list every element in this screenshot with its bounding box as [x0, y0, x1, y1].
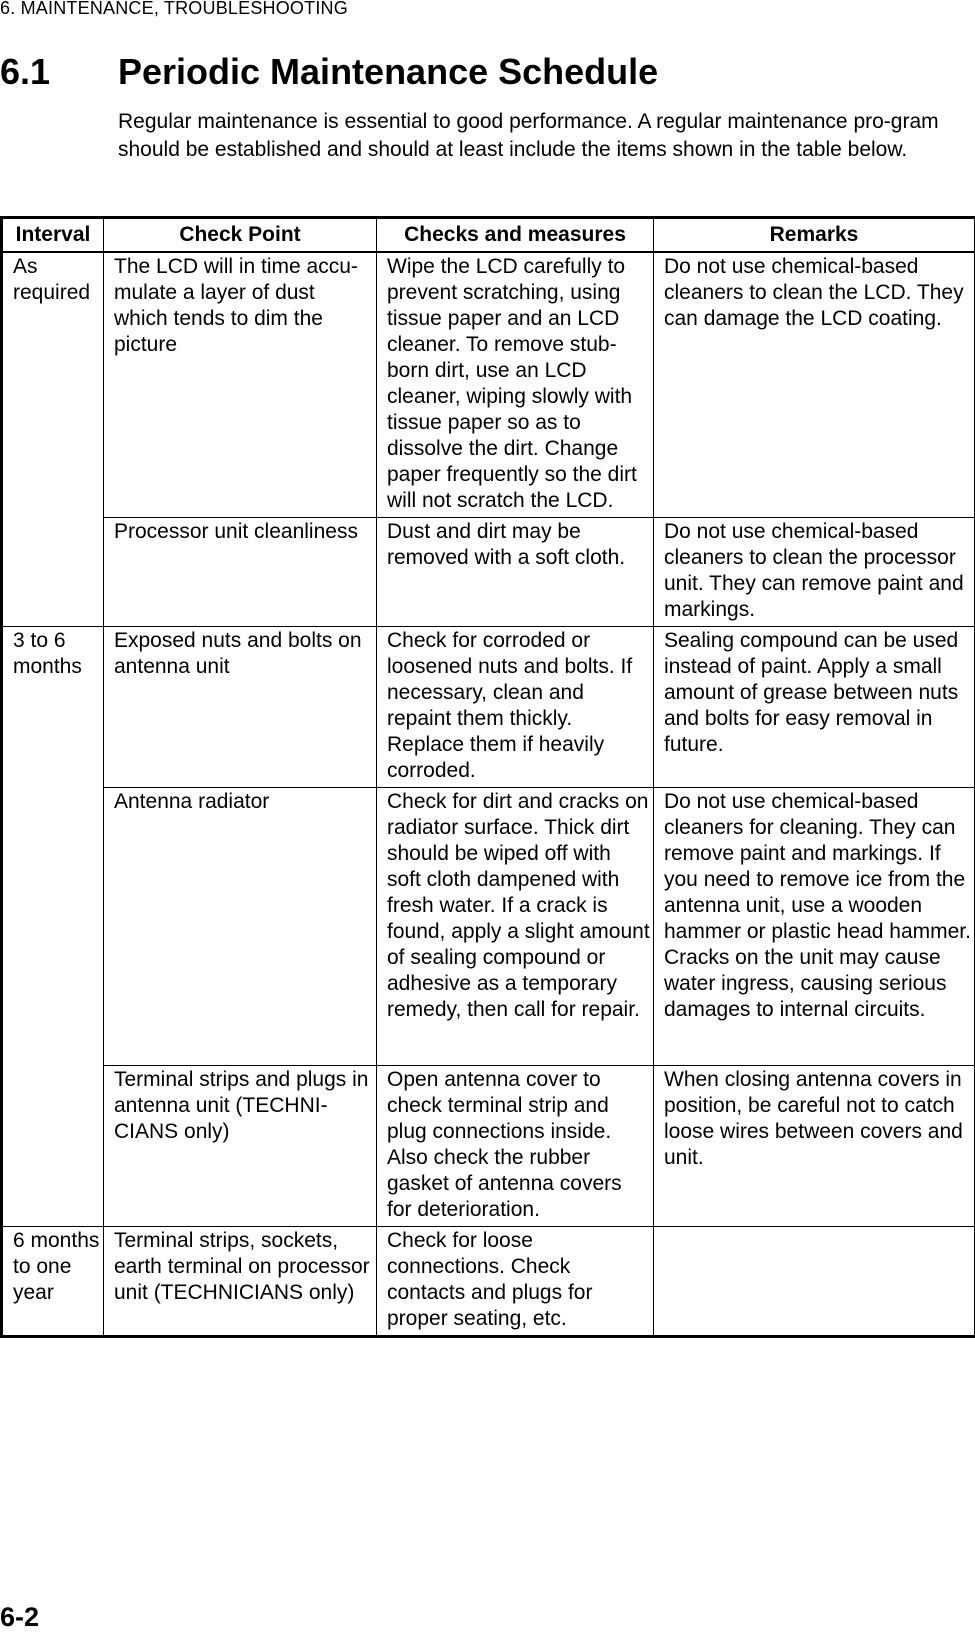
checks-cell: Check for corroded or loosened nuts and bolts. If necessary, clean and repaint them thickly. Replace them if heavily corroded.	[377, 627, 654, 788]
header-remarks: Remarks	[654, 218, 975, 253]
table-row	[2, 788, 975, 1066]
remarks-cell: When closing antenna covers in position, be careful not to catch loose wires between covers and unit.	[654, 1066, 975, 1227]
checks-cell: Dust and dirt may be removed with a soft cloth.	[377, 518, 654, 627]
checks-cell: Check for dirt and cracks on radiator surface. Thick dirt should be wiped off with soft cloth dampened with fresh water. If a crack is found, apply a slight amount of sealing compound or adhesive as a temporary remedy, then call for repair.	[377, 788, 654, 1066]
header-checks-and-measures: Checks and measures	[377, 218, 654, 253]
check-point-cell: Processor unit cleanliness	[104, 518, 377, 627]
checks-cell: Check for loose connections. Check contacts and plugs for proper seating, etc.	[377, 1227, 654, 1337]
interval-cell: 6 months to one year	[2, 1227, 104, 1337]
remarks-cell: Sealing compound can be used instead of paint. Apply a small amount of grease between nuts and bolts for easy removal in future.	[654, 627, 975, 788]
section-title-text: Periodic Maintenance Schedule	[118, 51, 659, 92]
checks-cell: Open antenna cover to check terminal strip and plug connections inside. Also check the rubber gasket of antenna covers for deterioration.	[377, 1066, 654, 1227]
maintenance-schedule-table	[0, 216, 975, 1338]
running-header: 6. MAINTENANCE, TROUBLESHOOTING	[0, 0, 348, 18]
check-point-cell: Exposed nuts and bolts on antenna unit	[104, 627, 377, 788]
remarks-cell: Do not use chemical-based cleaners to clean the processor unit. They can remove paint and markings.	[654, 518, 975, 627]
header-interval: Interval	[2, 218, 104, 253]
page-number: 6-2	[0, 1602, 40, 1632]
section-number: 6.1	[0, 51, 51, 92]
interval-cell: As required	[2, 252, 104, 627]
table-row	[2, 518, 975, 627]
section-title	[0, 50, 658, 94]
check-point-cell: Antenna radiator	[104, 788, 377, 1066]
remarks-cell	[654, 1227, 975, 1337]
table-row	[2, 627, 975, 788]
table-header-row	[2, 218, 975, 253]
interval-cell: 3 to 6 months	[2, 627, 104, 1227]
checks-cell: Wipe the LCD carefully to prevent scratching, using tissue paper and an LCD cleaner. To remove stub-born dirt, use an LCD cleaner, wiping slowly with tissue paper so as to dissolve the dirt. Change paper frequently so the dirt will not scratch the LCD.	[377, 252, 654, 518]
remarks-cell: Do not use chemical-based cleaners to clean the LCD. They can damage the LCD coating.	[654, 252, 975, 518]
intro-paragraph: Regular maintenance is essential to good performance. A regular maintenance pro-gram should be established and should at least include the items shown in the table below.	[118, 110, 939, 161]
table-row	[2, 252, 975, 518]
header-check-point: Check Point	[104, 218, 377, 253]
remarks-cell: Do not use chemical-based cleaners for cleaning. They can remove paint and markings. If you need to remove ice from the antenna unit, use a wooden hammer or plastic head hammer. Cracks on the unit may cause water ingress, causing serious damages to internal circuits.	[654, 788, 975, 1066]
table-row	[2, 1066, 975, 1227]
check-point-cell: Terminal strips and plugs in antenna unit (TECHNI-CIANS only)	[104, 1066, 377, 1227]
check-point-cell: Terminal strips, sockets, earth terminal on processor unit (TECHNICIANS only)	[104, 1227, 377, 1337]
table-row	[2, 1227, 975, 1337]
check-point-cell: The LCD will in time accu-mulate a layer of dust which tends to dim the picture	[104, 252, 377, 518]
